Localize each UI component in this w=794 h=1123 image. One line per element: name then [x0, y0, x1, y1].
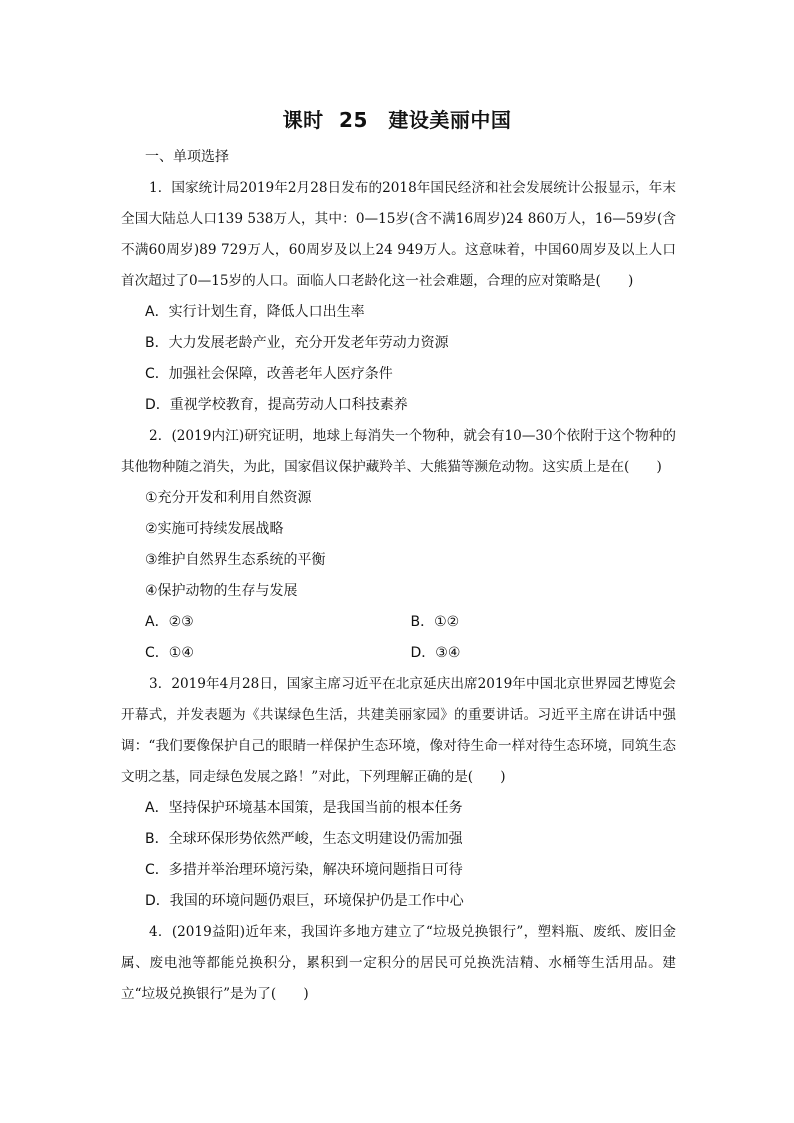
- question-3-option-b: B．全球环保形势依然严峻，生态文明建设仍需加强: [145, 831, 463, 847]
- question-2-option-a: A．②③: [145, 614, 194, 630]
- question-2-statement-1: ①充分开发和利用自然资源: [145, 490, 312, 506]
- section-heading: 一、单项选择: [145, 149, 229, 165]
- question-2-stem: 2．(2019内江)研究证明，地球上每消失一个物种，就会有10—30个依附于这个物种的其他物种随之消失，为此，国家倡议保护藏羚羊、大熊猫等濒危动物。这实质上是在( ): [121, 428, 676, 475]
- question-2-statement-3: ③维护自然界生态系统的平衡: [145, 552, 326, 568]
- question-2-statement-4: ④保护动物的生存与发展: [145, 583, 298, 599]
- question-1-stem: 1．国家统计局2019年2月28日发布的2018年国民经济和社会发展统计公报显示，年末全国大陆总人口139 538万人，其中：0—15岁(含不满16周岁)24 860万人，16—59岁(含不满60周岁)89 729万人，60周岁及以上24 949万人。这意味着，中国60周岁及以上人口首次超过了0—15岁的人口。面临人口老龄化这一社会难题，合理的应对策略是( ): [121, 180, 676, 289]
- question-2-option-c: C．①④: [145, 645, 194, 661]
- question-1-option-b: B．大力发展老龄产业，充分开发老年劳动力资源: [145, 335, 449, 351]
- question-3-option-c: C．多措并举治理环境污染，解决环境问题指日可待: [145, 862, 463, 878]
- question-3-option-d: D．我国的环境问题仍艰巨，环境保护仍是工作中心: [145, 893, 464, 909]
- question-list: [121, 142, 676, 1010]
- question-4-stem: 4．(2019益阳)近年来，我国许多地方建立了“垃圾兑换银行”，塑料瓶、废纸、废旧金属、废电池等都能兑换积分，累积到一定积分的居民可兑换洗洁精、水桶等生活用品。建立“垃圾兑换银行”是为了( ): [121, 924, 676, 1002]
- question-2-option-b: B．①②: [410, 614, 460, 630]
- question-2-option-d: D．③④: [410, 645, 461, 661]
- question-2-options-row-2: [121, 638, 676, 669]
- question-1-option-d: D．重视学校教育，提高劳动人口科技素养: [145, 397, 408, 413]
- question-3-stem: 3．2019年4月28日，国家主席习近平在北京延庆出席2019年中国北京世界园艺博览会开幕式，并发表题为《共谋绿色生活，共建美丽家园》的重要讲话。习近平主席在讲话中强调：“我们要像保护自己的眼睛一样保护生态环境，像对待生命一样对待生态环境，同筑生态文明之基，同走绿色发展之路！”对此，下列理解正确的是( ): [121, 676, 676, 785]
- question-1-option-a: A．实行计划生育，降低人口出生率: [145, 304, 365, 320]
- question-1-option-c: C．加强社会保障，改善老年人医疗条件: [145, 366, 393, 382]
- question-3-option-a: A．坚持保护环境基本国策，是我国当前的根本任务: [145, 800, 463, 816]
- question-2-options-row-1: [121, 607, 676, 638]
- question-2-statement-2: ②实施可持续发展战略: [145, 521, 284, 537]
- page-title: 课时 25 建设美丽中国: [282, 108, 512, 132]
